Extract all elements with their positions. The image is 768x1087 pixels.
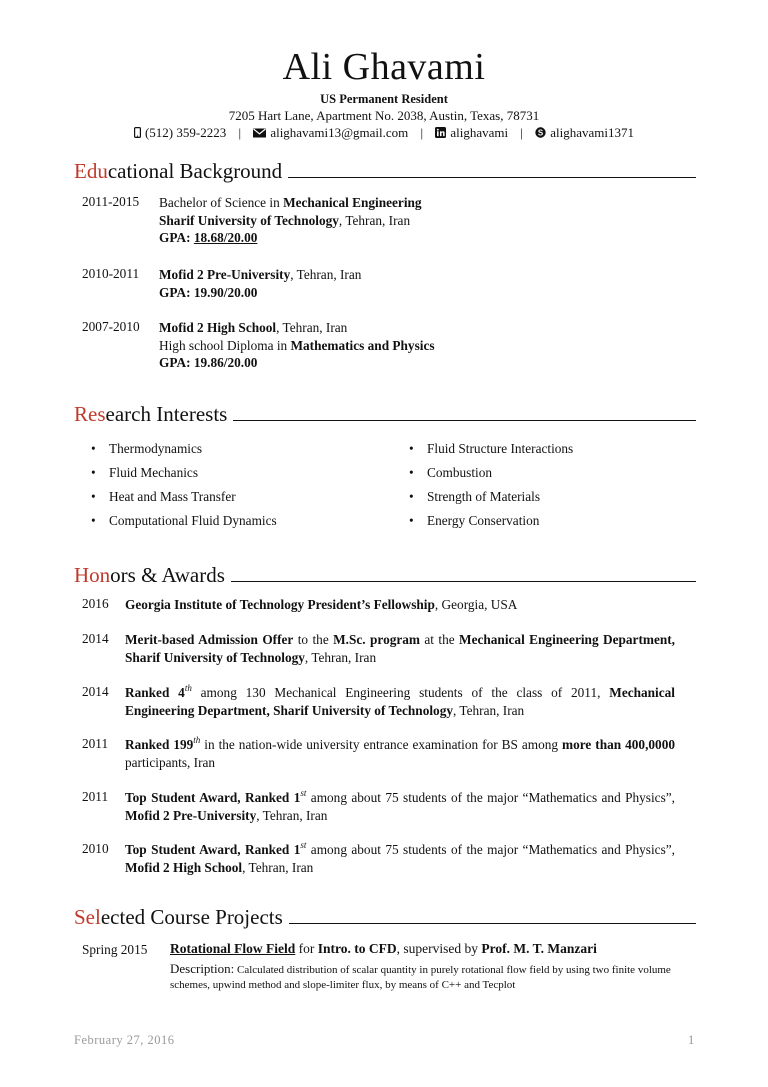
list-item: • Fluid Mechanics [91, 465, 391, 489]
separator: | [238, 125, 242, 140]
honor-item [125, 631, 675, 667]
title-rest: ors & Awards [110, 563, 225, 587]
list-item: • Energy Conservation [409, 513, 699, 537]
section-rule [231, 581, 696, 582]
honor-detail: at the [420, 632, 460, 647]
honor-item [125, 789, 675, 825]
institution: Sharif University of Technology [159, 212, 339, 228]
honor-detail: among about 75 students of the major “Mathematics and Physics”, [306, 842, 675, 857]
education-years: 2007-2010 [82, 319, 140, 334]
education-years: 2011-2015 [82, 194, 140, 209]
linkedin-icon [435, 127, 446, 138]
section-title [74, 563, 225, 587]
section-title [74, 159, 282, 183]
degree-text: Bachelor of Science in [159, 195, 284, 210]
title-rest: cational Background [107, 159, 283, 183]
phone-contact[interactable] [134, 125, 230, 140]
institution: Mofid 2 High School [125, 860, 243, 875]
skype-icon [535, 127, 546, 138]
mobile-phone-icon [134, 127, 141, 138]
ordinal-suffix: th [184, 683, 192, 693]
education-entry [159, 194, 699, 247]
honor-detail: , Georgia, USA [434, 597, 518, 612]
list-item: • Thermodynamics [91, 441, 391, 465]
honor-year: 2011 [82, 789, 109, 804]
institution: Mofid 2 Pre-University [159, 267, 291, 282]
project-connector: for [295, 941, 318, 956]
section-educational-background [74, 157, 696, 183]
project-connector: , supervised by [396, 941, 482, 956]
honor-detail: among about 75 students of the major “Mathematics and Physics”, [306, 790, 675, 805]
ordinal-suffix: th [193, 735, 201, 745]
gpa-label: GPA: [159, 284, 194, 300]
title-rest: earch Interests [105, 402, 228, 426]
participant-count: more than 400,0000 [562, 737, 676, 752]
separator: | [520, 125, 524, 140]
location: , Tehran, Iran [242, 860, 314, 875]
section-research-interests [74, 400, 696, 426]
svg-text:S: S [538, 128, 544, 138]
location: , Tehran, Iran [453, 703, 525, 718]
institution: Mofid 2 High School [159, 320, 277, 335]
skype-handle: alighavami1371 [550, 125, 635, 140]
email-contact[interactable] [253, 125, 411, 140]
program: M.Sc. program [333, 632, 420, 647]
section-selected-course-projects [74, 903, 696, 929]
separator: | [420, 125, 424, 140]
education-entry [159, 266, 699, 301]
residency-status: US Permanent Resident [320, 92, 448, 106]
course-name: Intro. to CFD [317, 941, 397, 956]
contact-line [0, 125, 768, 141]
honor-year: 2011 [82, 736, 109, 751]
honor-title: Merit-based Admission Offer [125, 632, 294, 647]
skype-contact[interactable] [535, 125, 634, 140]
location: , Tehran, Iran [304, 650, 377, 665]
section-honors-awards [74, 561, 696, 587]
ordinal-suffix: st [300, 788, 307, 798]
honor-item [125, 736, 675, 772]
phone-number: (512) 359-2223 [144, 125, 227, 140]
honor-title: Ranked 199 [125, 737, 194, 752]
honor-year: 2016 [82, 596, 109, 611]
list-item: • Fluid Structure Interactions [409, 441, 699, 465]
diploma-text: High school Diploma in [159, 337, 291, 353]
project-date: Spring 2015 [82, 942, 148, 957]
section-rule [233, 420, 696, 421]
section-title [74, 402, 227, 426]
honor-title: Top Student Award, Ranked 1 [125, 842, 301, 857]
major: Mathematics and Physics [290, 337, 435, 353]
project-title: Rotational Flow Field [170, 941, 296, 956]
honor-item [125, 841, 675, 877]
supervisor-name: Prof. M. T. Manzari [481, 941, 597, 956]
honor-detail: to the [293, 632, 334, 647]
institution: Mofid 2 Pre-University [125, 808, 257, 823]
research-list-right [409, 441, 699, 537]
section-rule [288, 177, 696, 178]
honor-title: Georgia Institute of Technology President’s Fellowship [125, 597, 435, 612]
honor-detail: in the nation-wide university entrance examination for BS among [200, 737, 563, 752]
envelope-icon [253, 128, 266, 138]
gpa-label: GPA: [159, 355, 194, 370]
email-address: alighavami13@gmail.com [270, 125, 409, 140]
location: , Tehran, Iran [256, 808, 328, 823]
gpa-value: 18.68/20.00 [193, 230, 258, 245]
location: , Tehran, Iran [290, 267, 362, 282]
footer-date: February 27, 2016 [74, 1033, 175, 1047]
description-text: Calculated distribution of scalar quantity in purely rotational flow field by using two finite volume schemes, upwind method and slope-limiter flux, by means of C++ and Tecplot [170, 964, 671, 991]
page-number: 1 [688, 1033, 695, 1047]
section-rule [289, 923, 696, 924]
honor-year: 2014 [82, 631, 109, 646]
linkedin-handle: alighavami [450, 125, 509, 140]
research-list-left [91, 441, 391, 537]
description-label: Description: [170, 961, 235, 976]
title-accent: Edu [74, 159, 108, 183]
section-title [74, 905, 283, 929]
candidate-name: Ali Ghavami [282, 46, 486, 88]
title-accent: Hon [74, 563, 111, 587]
education-entry [159, 319, 699, 372]
location: , Tehran, Iran [338, 212, 411, 228]
list-item: • Combustion [409, 465, 699, 489]
project-description [170, 961, 700, 993]
title-accent: Sel [74, 905, 101, 929]
gpa-label: GPA: [159, 230, 194, 245]
honor-item [125, 684, 675, 720]
honor-year: 2010 [82, 841, 109, 856]
education-years: 2010-2011 [82, 266, 140, 281]
linkedin-contact[interactable] [435, 125, 511, 140]
honor-year: 2014 [82, 684, 109, 699]
gpa-value: 19.90/20.00 [193, 284, 258, 300]
list-item: • Heat and Mass Transfer [91, 489, 391, 513]
honor-title: Top Student Award, Ranked 1 [125, 790, 301, 805]
gpa-value: 19.86/20.00 [193, 355, 258, 370]
project-title-line [170, 941, 700, 957]
title-accent: Res [74, 402, 106, 426]
honor-detail: among 130 Mechanical Engineering students of the class of 2011, [191, 685, 610, 700]
major: Mechanical Engineering [283, 195, 422, 210]
list-item: • Strength of Materials [409, 489, 699, 513]
honor-detail: participants, Iran [125, 755, 216, 770]
department: Mechanical Engineering Department, Sharif University of Technology [125, 632, 675, 665]
ordinal-suffix: st [300, 840, 307, 850]
address: 7205 Hart Lane, Apartment No. 2038, Austin, Texas, 78731 [228, 108, 540, 123]
honor-title: Ranked 4 [125, 685, 185, 700]
location: , Tehran, Iran [276, 320, 348, 335]
title-rest: ected Course Projects [100, 905, 283, 929]
department: Mechanical Engineering Department, Sharif University of Technology [125, 685, 675, 718]
honor-item [125, 596, 675, 614]
list-item: • Computational Fluid Dynamics [91, 513, 391, 537]
